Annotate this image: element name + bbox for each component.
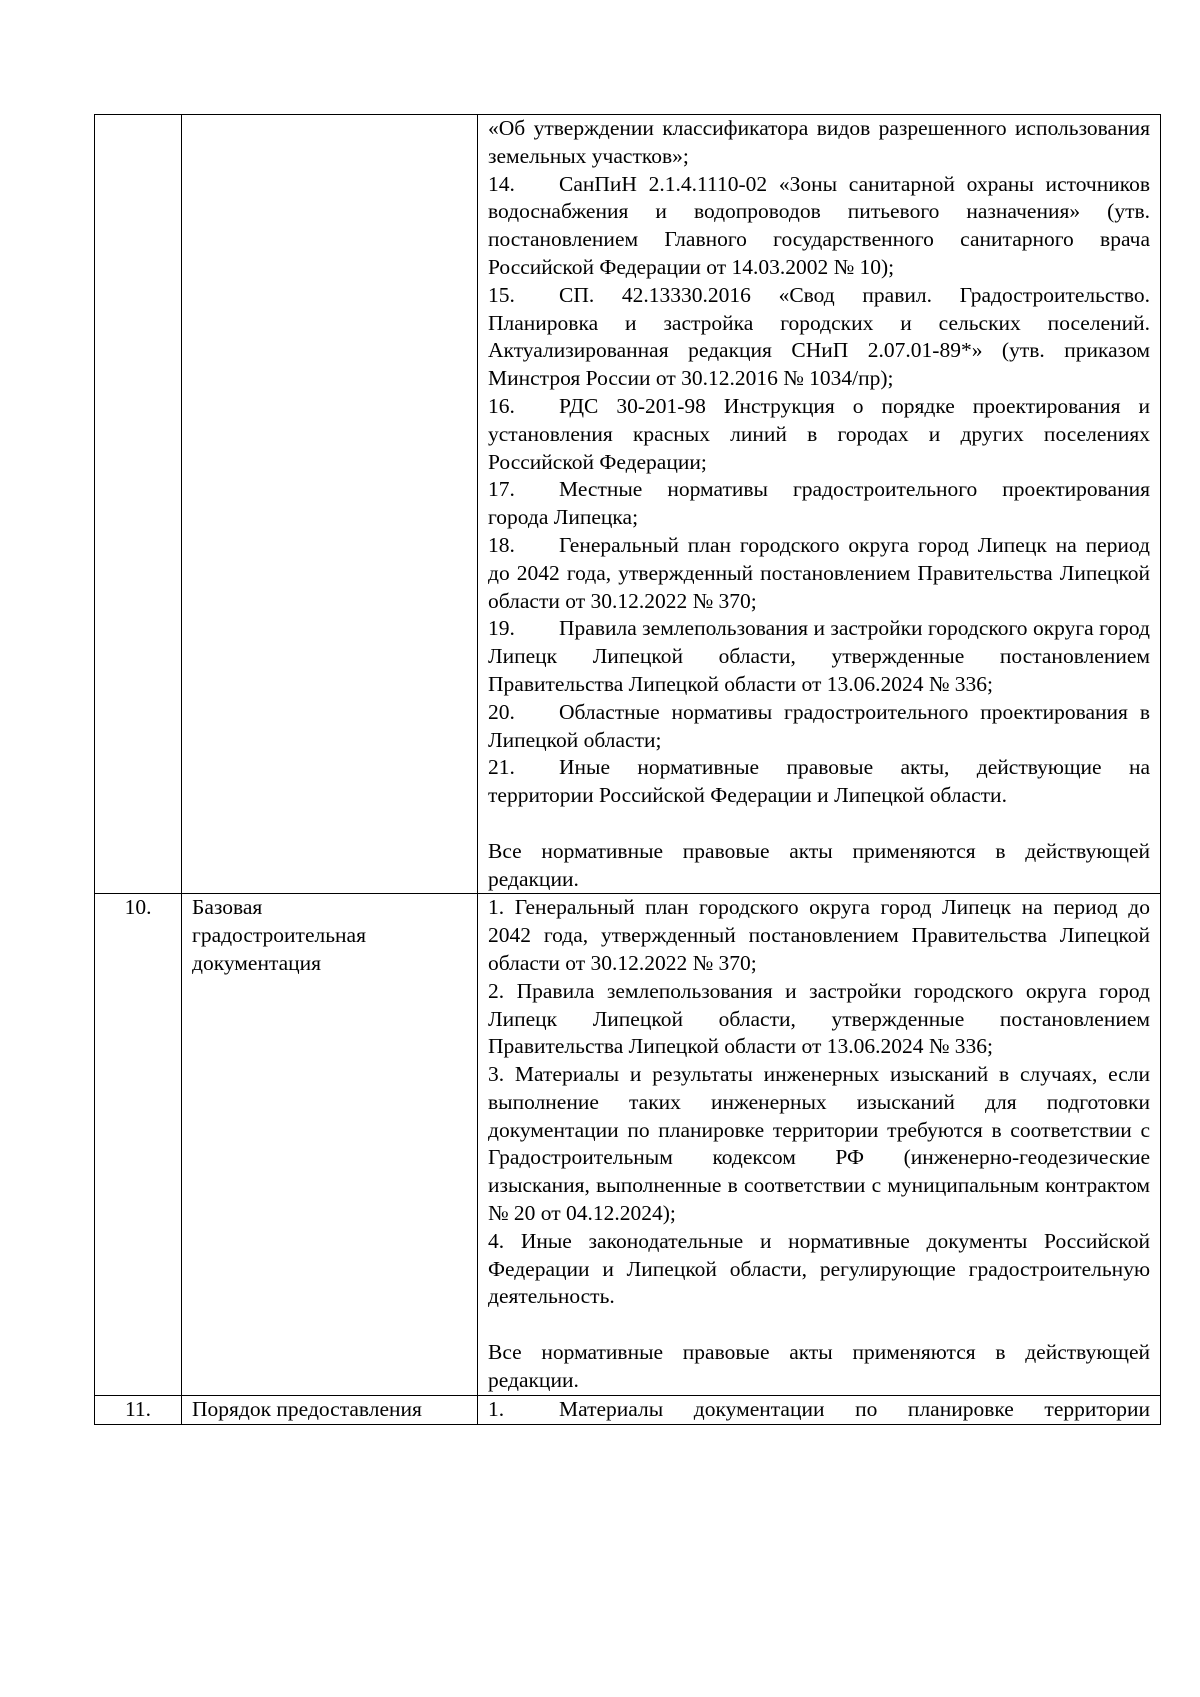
row-number: 11.	[95, 1395, 182, 1424]
row-title: Базовая градостроительная документация	[182, 894, 478, 1395]
list-item: 4. Иные законодательные и нормативные документы Российской Федерации и Липецкой области, регулирующие градостроительную деятельность.	[488, 1228, 1150, 1309]
spacer	[488, 810, 1150, 838]
list-item: 18. Генеральный план городского округа город Липецк на период до 2042 года, утвержденный постановлением Правительства Липецкой области от 30.12.2022 № 370;	[488, 532, 1150, 613]
list-item: 20. Областные нормативы градостроительного проектирования в Липецкой области;	[488, 699, 1150, 752]
list-item: 15. СП. 42.13330.2016 «Свод правил. Градостроительство. Планировка и застройка городских и сельских поселений. Актуализированная редакция СНиП 2.07.01-89*» (утв. приказом Минстроя России от 30.12.2016 № 1034/пр);	[488, 282, 1150, 391]
document-table	[94, 114, 1161, 1425]
table-row	[95, 1395, 1161, 1424]
row-number: 10.	[95, 894, 182, 1395]
list-item: 21. Иные нормативные правовые акты, действующие на территории Российской Федерации и Липецкой области.	[488, 755, 1150, 808]
list-item: 19. Правила землепользования и застройки городского округа город Липецк Липецкой области, утвержденные постановлением Правительства Липецкой области от 13.06.2024 № 336;	[488, 616, 1150, 696]
row-content	[478, 894, 1161, 1395]
list-item: 1. Материалы документации по планировке территории	[488, 1396, 1150, 1421]
spacer	[488, 1311, 1150, 1339]
list-item: 16. РДС 30-201-98 Инструкция о порядке проектирования и установления красных линий в городах и других поселениях Российской Федерации;	[488, 393, 1150, 474]
list-item: 1. Генеральный план городского округа город Липецк на период до 2042 года, утвержденный постановлением Правительства Липецкой области от 30.12.2022 № 370;	[488, 895, 1150, 975]
table-row	[95, 115, 1161, 894]
row-title	[182, 115, 478, 894]
row-number	[95, 115, 182, 894]
list-item: 17. Местные нормативы градостроительного проектирования города Липецка;	[488, 477, 1150, 530]
row-title: Порядок предоставления	[182, 1395, 478, 1424]
list-item: 3. Материалы и результаты инженерных изысканий в случаях, если выполнение таких инженерных изысканий для подготовки документации по планировке территории требуются в соответствии с Градостроительным кодексом РФ (инженерно-геодезические изыскания, выполненные в соответствии с муниципальным контрактом № 20 от 04.12.2024);	[488, 1062, 1150, 1226]
note: Все нормативные правовые акты применяются в действующей редакции.	[488, 838, 1150, 891]
list-item: 14. СанПиН 2.1.4.1110-02 «Зоны санитарной охраны источников водоснабжения и водопроводов питьевого назначения» (утв. постановлением Главного государственного санитарного врача Российской Федерации от 14.03.2002 № 10);	[488, 171, 1150, 279]
list-item: «Об утверждении классификатора видов разрешенного использования земельных участков»;	[488, 116, 1150, 168]
list-item: 2. Правила землепользования и застройки городского округа город Липецк Липецкой области, утвержденные постановлением Правительства Липецкой области от 13.06.2024 № 336;	[488, 978, 1150, 1059]
row-content	[478, 1395, 1161, 1424]
note: Все нормативные правовые акты применяются в действующей редакции.	[488, 1340, 1150, 1392]
row-content	[478, 115, 1161, 894]
table-row	[95, 894, 1161, 1395]
